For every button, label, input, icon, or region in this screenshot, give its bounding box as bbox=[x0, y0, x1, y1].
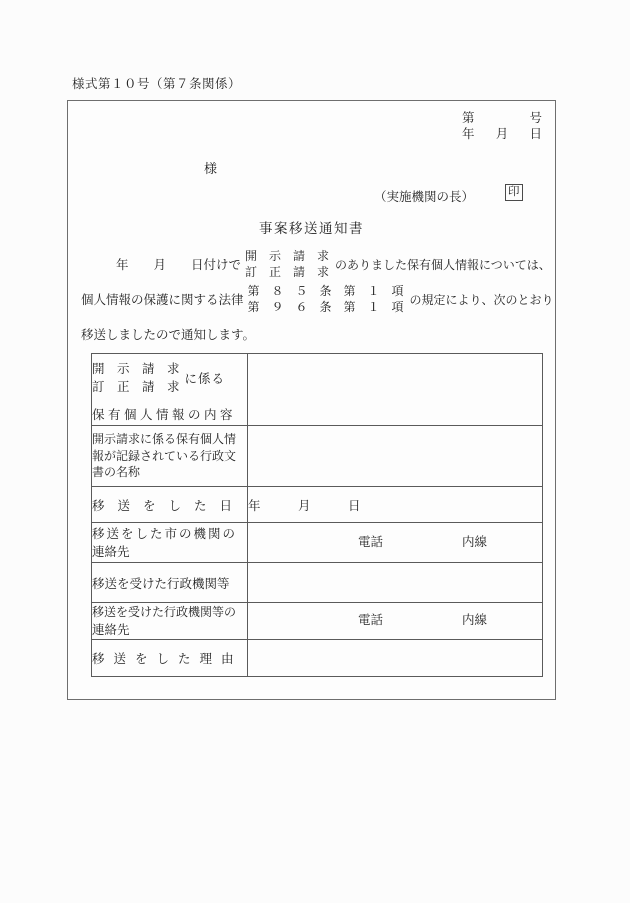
request-type-disclosure: 開 示 請 求 bbox=[245, 249, 330, 263]
date-month-label: 月 bbox=[495, 127, 509, 141]
receiving-agency-label: 移送を受けた行政機関等 bbox=[92, 576, 230, 591]
request-type-table-stack bbox=[92, 360, 180, 396]
body-line-1-rest: のありました保有個人情報については、 bbox=[335, 257, 551, 272]
table-row-document-name bbox=[92, 426, 543, 487]
body-date-text: 年 月 日付けで bbox=[116, 258, 242, 272]
transfer-date-label-cell bbox=[92, 487, 248, 523]
city-contact-label-line2: 連絡先 bbox=[92, 544, 130, 559]
table-row-receiving-agency bbox=[92, 563, 543, 603]
agency-contact-label-line1: 移送を受けた行政機関等の bbox=[92, 605, 237, 619]
agency-contact-label-cell bbox=[92, 603, 248, 640]
addressee-suffix: 様 bbox=[204, 161, 218, 176]
transfer-date-label: 移送をした日 bbox=[92, 498, 246, 513]
agency-phone-label: 電話 bbox=[358, 613, 384, 627]
table-row-request-content bbox=[92, 354, 543, 426]
document-frame bbox=[67, 100, 556, 700]
receiving-agency-label-cell bbox=[92, 563, 248, 603]
body-line-3 bbox=[81, 325, 255, 343]
personal-info-content-label: 保有個人情報の内容 bbox=[92, 408, 237, 422]
table-row-city-contact bbox=[92, 523, 543, 563]
article-85-1: 第 ８ ５ 条 第 １ 項 bbox=[247, 284, 404, 298]
agency-contact-value-cell bbox=[248, 603, 543, 640]
article-96-1: 第 ９ ６ 条 第 １ 項 bbox=[247, 300, 404, 314]
pertaining-to-label: に係る bbox=[184, 372, 226, 386]
city-phone-label: 電話 bbox=[358, 534, 384, 549]
body-law-text: 個人情報の保護に関する法律 bbox=[81, 293, 244, 307]
table-correction-request: 訂 正 請 求 bbox=[92, 380, 180, 394]
body-closing-text: 移送しましたので通知します。 bbox=[81, 328, 256, 342]
request-type-correction: 訂 正 請 求 bbox=[245, 265, 330, 279]
document-name-value-cell bbox=[248, 426, 543, 487]
doc-header-block bbox=[462, 110, 542, 142]
article-stack bbox=[248, 283, 404, 315]
document-title: 事案移送通知書 bbox=[259, 221, 364, 236]
city-contact-label-line1: 移送をした市の機関の bbox=[92, 526, 238, 541]
form-number-label: 様式第１０号（第７条関係） bbox=[72, 77, 242, 91]
table-row-transfer-date bbox=[92, 487, 543, 523]
doc-number-suffix: 号 bbox=[529, 111, 542, 125]
city-extension-label: 内線 bbox=[462, 534, 488, 549]
body-line-1 bbox=[68, 247, 551, 281]
document-name-label-cell bbox=[92, 426, 248, 487]
issuer-label: （実施機関の長） bbox=[374, 190, 475, 204]
doc-number-line bbox=[462, 110, 542, 126]
transfer-reason-label-cell bbox=[92, 640, 248, 677]
issuer-line bbox=[68, 187, 555, 207]
date-year-label: 年 bbox=[462, 127, 475, 141]
request-content-label-top bbox=[92, 360, 247, 396]
table-disclosure-request: 開 示 請 求 bbox=[92, 362, 180, 376]
table-row-agency-contact bbox=[92, 603, 543, 640]
request-content-value-cell bbox=[248, 354, 543, 426]
transfer-table bbox=[91, 353, 543, 677]
agency-extension-label: 内線 bbox=[462, 613, 488, 627]
body-line-2 bbox=[68, 282, 554, 316]
table-row-transfer-reason bbox=[92, 640, 543, 677]
transfer-date-value-cell bbox=[248, 487, 543, 523]
request-content-label-cell bbox=[92, 354, 248, 426]
receiving-agency-value-cell bbox=[248, 563, 543, 603]
body-line-2-rest: の規定により、次のとおり bbox=[409, 292, 554, 307]
transfer-reason-label: 移送をした理由 bbox=[92, 652, 243, 666]
seal-mark: 印 bbox=[505, 184, 523, 201]
transfer-date-value: 年 月 日 bbox=[248, 498, 361, 513]
document-name-label: 開示請求に係る保有個人情報が記録されている行政文書の名称 bbox=[92, 432, 237, 480]
city-contact-value-cell bbox=[248, 523, 543, 563]
doc-date-line bbox=[462, 126, 542, 142]
request-type-stack bbox=[245, 248, 329, 280]
transfer-reason-value-cell bbox=[248, 640, 543, 677]
doc-number-prefix: 第 bbox=[462, 111, 475, 125]
agency-contact-label-line2: 連絡先 bbox=[92, 623, 130, 637]
date-day-label: 日 bbox=[529, 127, 542, 141]
city-contact-label-cell bbox=[92, 523, 248, 563]
